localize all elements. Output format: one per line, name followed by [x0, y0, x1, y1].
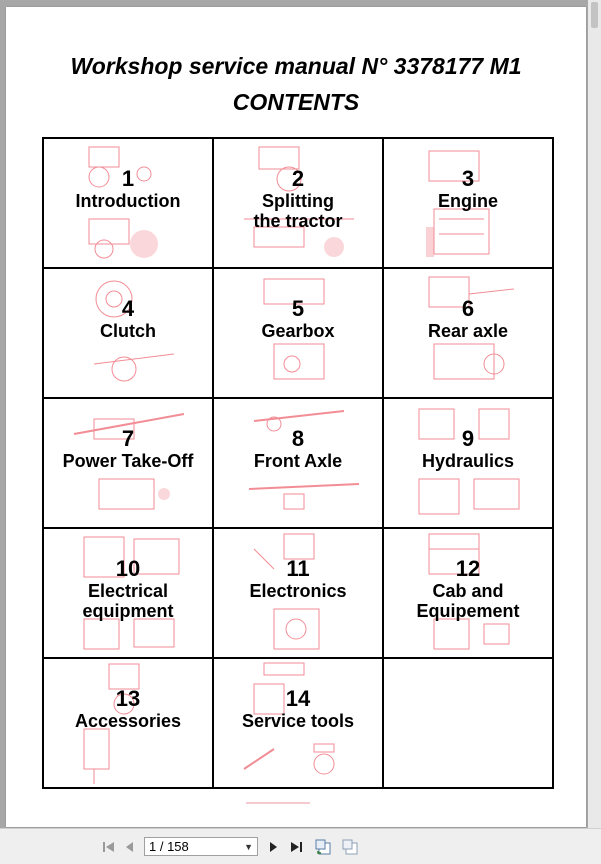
page-footer-mark — [246, 802, 310, 804]
section-label — [44, 297, 212, 341]
section-number: 2 — [291, 166, 305, 191]
section-title: Hydraulics — [421, 451, 515, 471]
section-number: 13 — [115, 686, 141, 711]
section-link-11[interactable] — [213, 528, 383, 658]
section-label — [384, 297, 552, 341]
section-title: Service tools — [241, 711, 355, 731]
last-page-icon[interactable] — [288, 838, 306, 856]
section-label — [214, 427, 382, 471]
section-link-10[interactable] — [43, 528, 213, 658]
section-link-1[interactable] — [43, 138, 213, 268]
grid-row — [43, 658, 553, 788]
section-label — [44, 167, 212, 211]
section-number: 7 — [121, 426, 135, 451]
section-label — [44, 557, 212, 621]
section-number: 1 — [121, 166, 135, 191]
section-link-7[interactable] — [43, 398, 213, 528]
section-link-8[interactable] — [213, 398, 383, 528]
contents-grid — [42, 137, 554, 789]
grid-row — [43, 138, 553, 268]
grid-row — [43, 398, 553, 528]
contents-heading: CONTENTS — [232, 89, 360, 115]
grid-row — [43, 528, 553, 658]
section-title: Power Take-Off — [62, 451, 194, 471]
section-label — [214, 557, 382, 601]
vertical-scrollbar[interactable] — [588, 0, 601, 828]
section-link-9[interactable] — [383, 398, 553, 528]
section-number: 10 — [115, 556, 141, 581]
section-label — [214, 297, 382, 341]
scrollbar-thumb[interactable] — [591, 2, 598, 28]
section-number: 12 — [455, 556, 481, 581]
section-link-2[interactable] — [213, 138, 383, 268]
section-number: 4 — [121, 296, 135, 321]
section-label — [214, 687, 382, 731]
section-title: Front Axle — [253, 451, 343, 471]
section-link-13[interactable] — [43, 658, 213, 788]
section-title: Introduction — [75, 191, 181, 211]
section-number: 9 — [461, 426, 475, 451]
prev-page-icon[interactable] — [121, 838, 139, 856]
section-title: Electrical equipment — [82, 581, 174, 621]
section-label — [214, 167, 382, 231]
section-number: 3 — [461, 166, 475, 191]
section-link-14[interactable] — [213, 658, 383, 788]
section-link-3[interactable] — [383, 138, 553, 268]
next-page-icon[interactable] — [264, 838, 282, 856]
section-title: Electronics — [249, 581, 347, 601]
manual-title: Workshop service manual N° 3378177 M1 — [70, 53, 522, 79]
page-indicator-text: 1 / 158 — [149, 839, 189, 854]
chevron-down-icon[interactable]: ▼ — [244, 841, 253, 852]
section-label — [384, 557, 552, 621]
pdf-page — [6, 7, 586, 827]
section-title: Gearbox — [261, 321, 335, 341]
grid-row — [43, 268, 553, 398]
section-number: 6 — [461, 296, 475, 321]
viewer-toolbar — [0, 828, 601, 864]
page-number-field[interactable] — [144, 837, 258, 856]
section-number: 5 — [291, 296, 305, 321]
section-title: Engine — [437, 191, 498, 211]
section-label — [44, 427, 212, 471]
first-page-icon[interactable] — [100, 838, 118, 856]
section-number: 11 — [286, 556, 310, 581]
section-number: 14 — [285, 686, 311, 711]
section-label — [384, 427, 552, 471]
section-link-12[interactable] — [383, 528, 553, 658]
section-title: Clutch — [100, 321, 156, 341]
section-title: Rear axle — [427, 321, 509, 341]
section-title: Splitting the tractor — [253, 191, 343, 231]
section-title: Accessories — [74, 711, 182, 731]
section-title: Cab and Equipement — [416, 581, 520, 621]
section-link-4[interactable] — [43, 268, 213, 398]
empty-cell — [383, 658, 553, 788]
section-link-5[interactable] — [213, 268, 383, 398]
section-link-6[interactable] — [383, 268, 553, 398]
section-label — [384, 167, 552, 211]
section-label — [44, 687, 212, 731]
fit-width-icon[interactable] — [341, 838, 359, 856]
section-number: 8 — [291, 426, 305, 451]
fit-page-icon[interactable] — [314, 838, 332, 856]
